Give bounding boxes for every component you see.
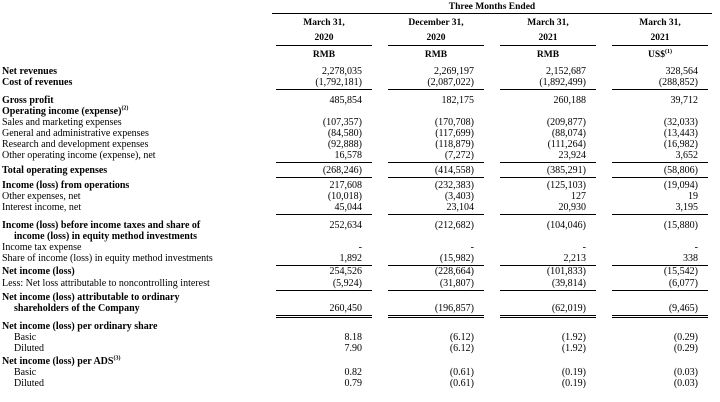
row-label-text: income (loss) in equity method investments xyxy=(14,231,198,242)
cell-value: (414,558) xyxy=(434,165,474,176)
subtotal-rule xyxy=(500,89,596,90)
cell-value: 3,652 xyxy=(675,150,698,161)
subtotal-rule xyxy=(388,89,484,90)
cell-value: - xyxy=(358,242,362,253)
row-label-text: Research and development expenses xyxy=(2,139,149,150)
cell-value: 3,195 xyxy=(675,202,698,213)
cell-value: 182,175 xyxy=(441,95,474,106)
cell-value: (39,814) xyxy=(551,278,586,289)
cell-value: 2,213 xyxy=(563,253,586,264)
column-date: March 31, xyxy=(527,18,569,28)
total-double-rule xyxy=(500,315,596,318)
column-rule xyxy=(276,45,372,46)
row-label-text: Net income (loss) per ordinary share xyxy=(2,321,158,332)
cell-value: (1.92) xyxy=(561,343,586,354)
column-year: 2021 xyxy=(538,33,558,43)
column-rule xyxy=(612,45,708,46)
cell-value: (118,879) xyxy=(435,139,474,150)
row-label xyxy=(2,128,149,139)
cell-value: 2,278,035 xyxy=(322,66,362,77)
cell-value: (84,580) xyxy=(327,128,362,139)
cell-value: (101,833) xyxy=(546,266,586,277)
row-label xyxy=(2,165,107,176)
subtotal-rule xyxy=(500,162,596,163)
row-label-text: Diluted xyxy=(14,343,44,354)
cell-value: 0.79 xyxy=(344,378,362,389)
subtotal-rule xyxy=(612,177,708,178)
column-rule xyxy=(500,45,596,46)
footnote-marker: (3) xyxy=(113,355,121,362)
cell-value: (6,077) xyxy=(668,278,698,289)
cell-value: (16,982) xyxy=(663,139,698,150)
column-date: March 31, xyxy=(303,18,345,28)
cell-value: (19,094) xyxy=(663,180,698,191)
column-currency xyxy=(276,50,372,60)
cell-value: 485,854 xyxy=(329,95,362,106)
cell-value: (6.12) xyxy=(449,332,474,343)
row-label xyxy=(2,95,54,106)
column-date: December 31, xyxy=(408,18,464,28)
row-label-text: Income (loss) before income taxes and share of xyxy=(2,220,201,231)
cell-value: (62,019) xyxy=(551,303,586,314)
column-currency xyxy=(388,50,484,60)
row-label xyxy=(2,139,148,150)
subtotal-rule xyxy=(612,89,708,90)
currency-label: RMB xyxy=(424,50,448,60)
row-label-text: Sales and marketing expenses xyxy=(2,117,122,128)
row-label-text: General and administrative expenses xyxy=(2,128,149,139)
cell-value: 2,152,687 xyxy=(546,66,586,77)
cell-value: - xyxy=(582,242,586,253)
row-label xyxy=(2,242,81,253)
cell-value: (1.92) xyxy=(561,332,586,343)
cell-value: (9,465) xyxy=(668,303,698,314)
cell-value: (107,357) xyxy=(322,117,362,128)
cell-value: 338 xyxy=(683,253,698,264)
subtotal-rule xyxy=(276,290,372,291)
row-label-text: Income tax expense xyxy=(2,242,82,253)
cell-value: (58,806) xyxy=(663,165,698,176)
column-date: March 31, xyxy=(639,18,681,28)
row-label-text: Interest income, net xyxy=(2,202,82,213)
row-label-text: Income (loss) from operations xyxy=(2,180,130,191)
row-label-text: Operating income (expense) xyxy=(2,106,122,117)
subtotal-rule xyxy=(612,214,708,215)
cell-value: - xyxy=(470,242,474,253)
cell-value: - xyxy=(694,242,698,253)
cell-value: (6.12) xyxy=(449,343,474,354)
row-label-text: Other operating income (expense), net xyxy=(2,150,156,161)
cell-value: (15,880) xyxy=(663,220,698,231)
row-label-text: Share of income (loss) in equity method investments xyxy=(2,253,213,264)
column-year: 2020 xyxy=(426,33,446,43)
footnote-marker: (2) xyxy=(121,105,129,112)
cell-value: 23,924 xyxy=(558,150,586,161)
subtotal-rule xyxy=(276,162,372,163)
row-label xyxy=(2,356,120,367)
currency-label: RMB xyxy=(536,50,560,60)
row-label xyxy=(2,180,129,191)
cell-value: (0.61) xyxy=(449,378,474,389)
cell-value: (3,403) xyxy=(444,191,474,202)
row-label-text: Gross profit xyxy=(2,95,54,106)
cell-value: (10,018) xyxy=(327,191,362,202)
cell-value: 8.18 xyxy=(344,332,362,343)
total-double-rule xyxy=(612,315,708,318)
cell-value: (88,074) xyxy=(551,128,586,139)
cell-value: 19 xyxy=(688,191,698,202)
cell-value: (385,291) xyxy=(546,165,586,176)
cell-value: (104,046) xyxy=(546,220,586,231)
subtotal-rule xyxy=(500,290,596,291)
subtotal-rule xyxy=(500,214,596,215)
cell-value: (32,033) xyxy=(663,117,698,128)
row-label xyxy=(14,332,36,343)
row-label xyxy=(2,253,213,264)
subtotal-rule xyxy=(388,162,484,163)
cell-value: (111,264) xyxy=(547,139,586,150)
cell-value: 16,578 xyxy=(334,150,362,161)
cell-value: 260,450 xyxy=(329,303,362,314)
cell-value: (0.19) xyxy=(561,367,586,378)
cell-value: 0.82 xyxy=(344,367,362,378)
row-label-text: Net income (loss) xyxy=(2,266,75,277)
cell-value: (288,852) xyxy=(658,77,698,88)
subtotal-rule xyxy=(500,177,596,178)
row-label xyxy=(2,66,57,77)
row-label-text: Basic xyxy=(14,367,37,378)
cell-value: 7.90 xyxy=(344,343,362,354)
cell-value: 252,634 xyxy=(329,220,362,231)
cell-value: (170,708) xyxy=(434,117,474,128)
row-label-text: Other expenses, net xyxy=(2,191,81,202)
row-label xyxy=(14,378,44,389)
subtotal-rule xyxy=(612,162,708,163)
row-label xyxy=(2,150,156,161)
cell-value: (7,272) xyxy=(444,150,474,161)
cell-value: 127 xyxy=(571,191,586,202)
cell-value: (31,807) xyxy=(439,278,474,289)
cell-value: 254,526 xyxy=(329,266,362,277)
cell-value: (228,664) xyxy=(434,266,474,277)
total-double-rule xyxy=(388,315,484,318)
column-rule xyxy=(388,45,484,46)
cell-value: 20,930 xyxy=(558,202,586,213)
cell-value: 39,712 xyxy=(670,95,698,106)
cell-value: (0.03) xyxy=(673,367,698,378)
row-label xyxy=(2,202,81,213)
subtotal-rule xyxy=(388,177,484,178)
row-label xyxy=(14,231,197,242)
cell-value: (125,103) xyxy=(546,180,586,191)
cell-value: (0.29) xyxy=(673,332,698,343)
cell-value: 1,892 xyxy=(339,253,362,264)
row-label-text: Diluted xyxy=(14,378,44,389)
row-label xyxy=(2,220,200,231)
row-label xyxy=(14,367,36,378)
cell-value: (196,857) xyxy=(434,303,474,314)
cell-value: (268,246) xyxy=(322,165,362,176)
subtotal-rule xyxy=(388,290,484,291)
footnote-marker: (1) xyxy=(664,48,672,55)
cell-value: (0.19) xyxy=(561,378,586,389)
cell-value: 328,564 xyxy=(665,66,698,77)
row-label-text: Basic xyxy=(14,332,37,343)
cell-value: (0.61) xyxy=(449,367,474,378)
cell-value: (15,542) xyxy=(663,266,698,277)
row-label-text: Net income (loss) per ADS xyxy=(2,356,114,367)
subtotal-rule xyxy=(276,177,372,178)
row-label xyxy=(2,321,157,332)
cell-value: 23,104 xyxy=(446,202,474,213)
cell-value: (0.29) xyxy=(673,343,698,354)
cell-value: (92,888) xyxy=(327,139,362,150)
cell-value: 217,608 xyxy=(329,180,362,191)
period-header-rule xyxy=(272,13,712,14)
cell-value: 45,044 xyxy=(334,202,362,213)
row-label xyxy=(14,303,140,314)
row-label xyxy=(2,117,122,128)
column-year: 2020 xyxy=(314,33,334,43)
cell-value: (212,682) xyxy=(434,220,474,231)
column-currency xyxy=(500,50,596,60)
cell-value: 260,188 xyxy=(553,95,586,106)
row-label xyxy=(14,343,44,354)
row-label-text: Total operating expenses xyxy=(2,165,108,176)
row-label-text: Net revenues xyxy=(2,66,58,77)
period-header: Three Months Ended xyxy=(448,2,536,12)
total-double-rule xyxy=(276,315,372,318)
column-currency xyxy=(612,50,708,60)
cell-value: (0.03) xyxy=(673,378,698,389)
cell-value: (117,699) xyxy=(435,128,474,139)
row-label xyxy=(2,278,210,289)
cell-value: (15,982) xyxy=(439,253,474,264)
currency-label: US$ xyxy=(648,50,665,60)
cell-value: (209,877) xyxy=(546,117,586,128)
subtotal-rule xyxy=(276,89,372,90)
cell-value: (2,087,022) xyxy=(427,77,474,88)
row-label xyxy=(2,292,179,303)
row-label-text: Less: Net loss attributable to noncontrolling interest xyxy=(2,278,210,289)
cell-value: (1,892,499) xyxy=(539,77,586,88)
subtotal-rule xyxy=(612,290,708,291)
cell-value: (1,792,181) xyxy=(315,77,362,88)
row-label-text: Net income (loss) attributable to ordinary xyxy=(2,292,180,303)
row-label xyxy=(2,266,75,277)
currency-label: RMB xyxy=(312,50,336,60)
row-label-text: shareholders of the Company xyxy=(14,303,140,314)
subtotal-rule xyxy=(388,214,484,215)
row-label-text: Cost of revenues xyxy=(2,77,73,88)
cell-value: (232,383) xyxy=(434,180,474,191)
cell-value: (5,924) xyxy=(332,278,362,289)
cell-value: 2,269,197 xyxy=(434,66,474,77)
row-label xyxy=(2,77,72,88)
subtotal-rule xyxy=(276,214,372,215)
column-year: 2021 xyxy=(650,33,670,43)
cell-value: (13,443) xyxy=(663,128,698,139)
row-label xyxy=(2,106,128,117)
row-label xyxy=(2,191,81,202)
